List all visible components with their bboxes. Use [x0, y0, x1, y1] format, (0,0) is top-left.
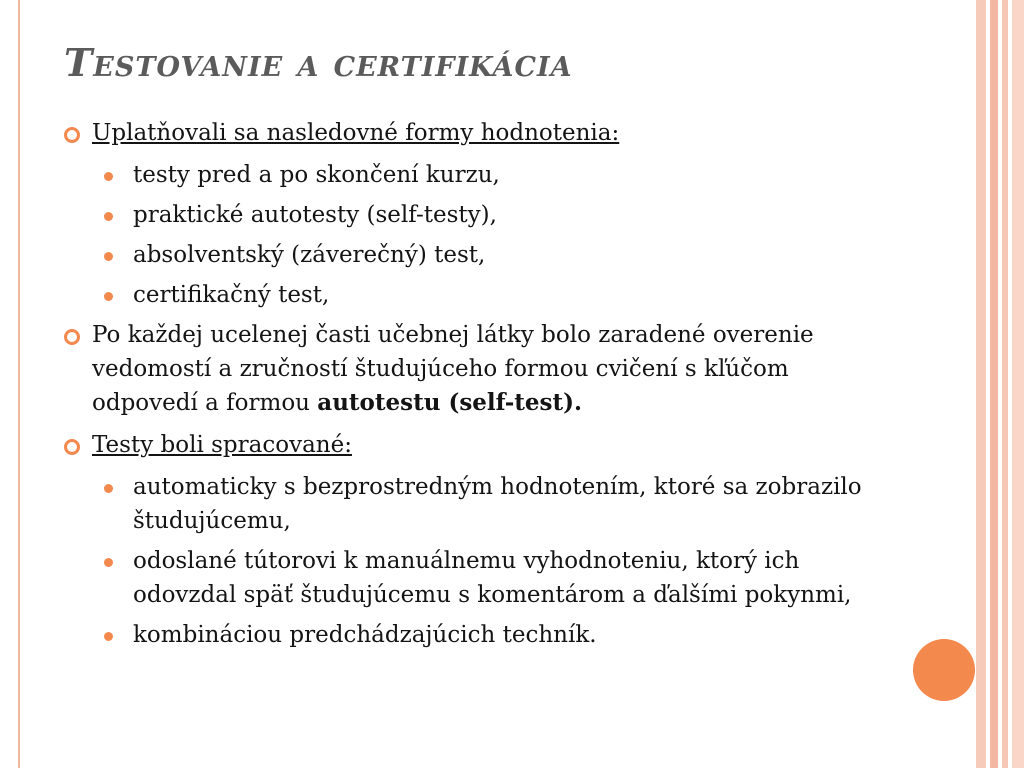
sub-bullet	[62, 158, 882, 192]
ring-bullet-icon	[64, 127, 80, 143]
dot-bullet-icon	[104, 558, 113, 567]
dot-bullet-icon	[104, 292, 113, 301]
right-decor-band	[1012, 0, 1024, 768]
bold-text: autotestu (self-test).	[317, 389, 582, 416]
right-decor-band	[990, 0, 998, 768]
slide-title: Testovanie a certifikácia	[64, 40, 573, 85]
sub-bullet	[62, 544, 882, 612]
decorative-orange-circle	[913, 639, 975, 701]
bullet-text: Uplatňovali sa nasledovné formy hodnotenia:	[92, 120, 620, 146]
left-rule	[18, 0, 20, 768]
sub-bullet	[62, 618, 882, 652]
bullet-tests-processed	[62, 428, 882, 462]
sub-bullet	[62, 238, 882, 272]
bullet-text: Testy boli spracované:	[92, 432, 352, 458]
sub-bullet	[62, 470, 882, 538]
right-decor-band	[1002, 0, 1008, 768]
sub-bullet-text: automaticky s bezprostredným hodnotením, ktoré sa zobrazilo študujúcemu,	[133, 474, 862, 534]
dot-bullet-icon	[104, 252, 113, 261]
dot-bullet-icon	[104, 172, 113, 181]
ring-bullet-icon	[64, 329, 80, 345]
bullet-forms	[62, 116, 882, 150]
slide-content	[62, 116, 882, 658]
bullet-autotest	[62, 318, 882, 420]
right-decor-band	[976, 0, 986, 768]
dot-bullet-icon	[104, 632, 113, 641]
sub-bullet-text: absolventský (záverečný) test,	[133, 242, 486, 268]
bullet-text: Po každej ucelenej časti učebnej látky bolo zaradené overenie vedomostí a zručností študujúceho formou cvičení s kľúčom odpovedí a formou	[92, 322, 814, 416]
sub-bullet-text: odoslané tútorovi k manuálnemu vyhodnoteniu, ktorý ich odovzdal späť študujúcemu s komentárom a ďalšími pokynmi,	[133, 548, 852, 608]
sub-bullet	[62, 198, 882, 232]
sub-bullet-text: certifikačný test,	[133, 282, 330, 308]
sub-bullet	[62, 278, 882, 312]
dot-bullet-icon	[104, 212, 113, 221]
sub-bullet-text: testy pred a po skončení kurzu,	[133, 162, 500, 188]
sub-bullet-text: praktické autotesty (self-testy),	[133, 202, 497, 228]
dot-bullet-icon	[104, 484, 113, 493]
sub-bullet-text: kombináciou predchádzajúcich techník.	[133, 622, 597, 648]
ring-bullet-icon	[64, 439, 80, 455]
